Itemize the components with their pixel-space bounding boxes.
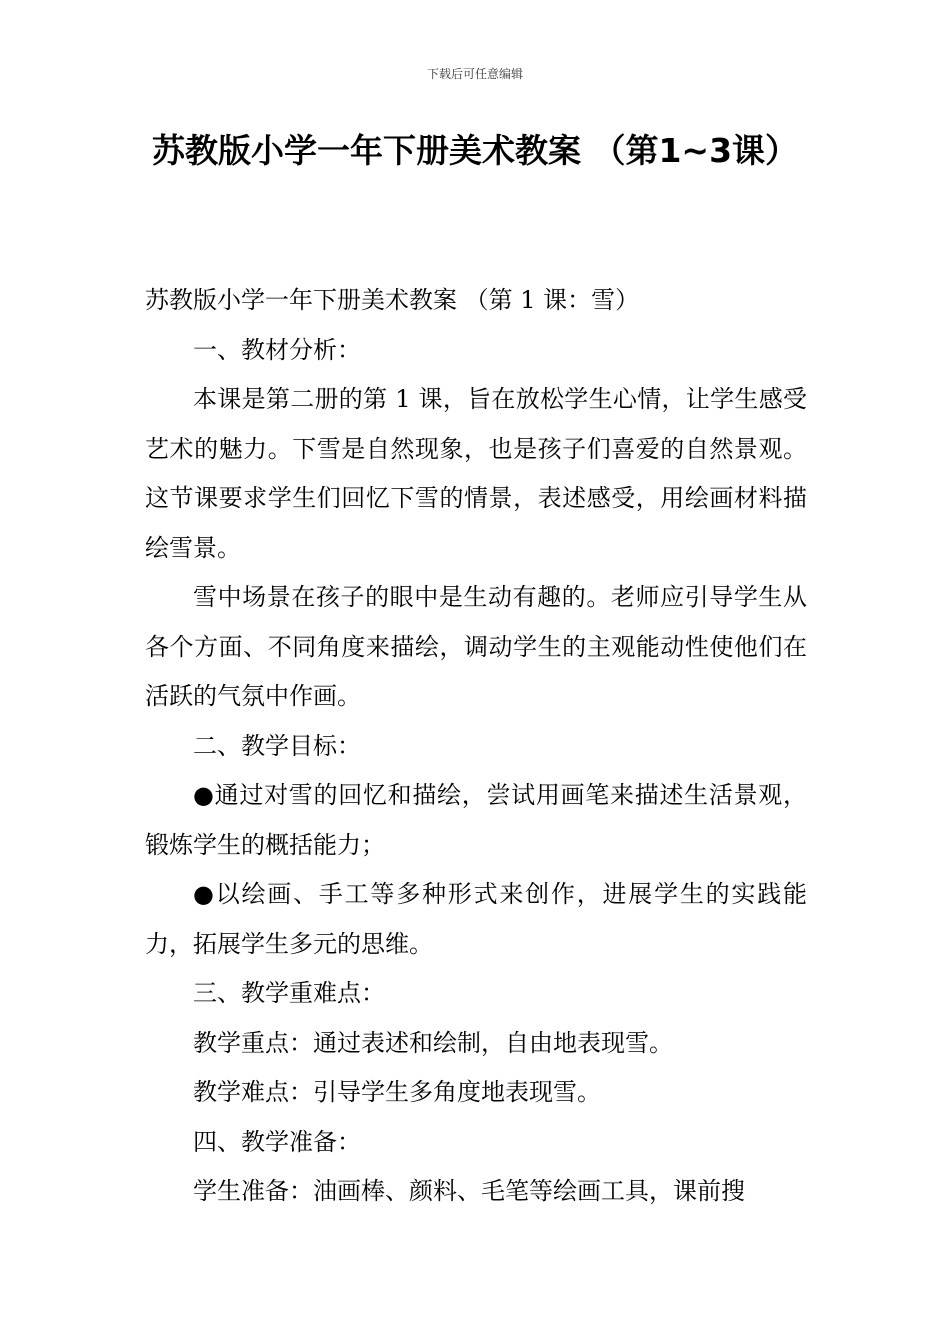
goal-item-1: ●通过对雪的回忆和描绘，尝试用画笔来描述生活景观，锻炼学生的概括能力；	[145, 781, 807, 859]
document-title: 苏教版小学一年下册美术教案 （第1~3课）	[151, 131, 799, 170]
paragraph-course-intro: 本课是第二册的第 1 课，旨在放松学生心情，让学生感受艺术的魅力。下雪是自然现象，也是孩子们喜爱的自然景观。这节课要求学生们回忆下雪的情景，表述感受，用绘画材料描绘雪景。	[145, 385, 807, 562]
section-heading-key-points: 三、教学重难点：	[193, 979, 385, 1007]
lesson-heading: 苏教版小学一年下册美术教案 （第 1 课：雪）	[145, 286, 640, 314]
paragraph-snow-scene: 雪中场景在孩子的眼中是生动有趣的。老师应引导学生从各个方面、不同角度来描绘，调动学生的主观能动性使他们在活跃的气氛中作画。	[145, 583, 807, 710]
key-point-focus: 教学重点：通过表述和绘制，自由地表现雪。	[193, 1028, 673, 1057]
section-heading-material-analysis: 一、教材分析：	[193, 335, 361, 364]
section-heading-preparation: 四、教学准备：	[193, 1127, 361, 1156]
goal-item-2: ●以绘画、手工等多种形式来创作，进展学生的实践能力，拓展学生多元的思维。	[145, 880, 807, 958]
document-body	[145, 276, 807, 1217]
section-heading-teaching-goals: 二、教学目标：	[193, 731, 361, 760]
header-note: 下载后可任意编辑	[426, 67, 523, 81]
key-point-difficulty: 教学难点：引导学生多角度地表现雪。	[193, 1078, 601, 1106]
preparation-students: 学生准备：油画棒、颜料、毛笔等绘画工具，课前搜	[193, 1177, 745, 1205]
